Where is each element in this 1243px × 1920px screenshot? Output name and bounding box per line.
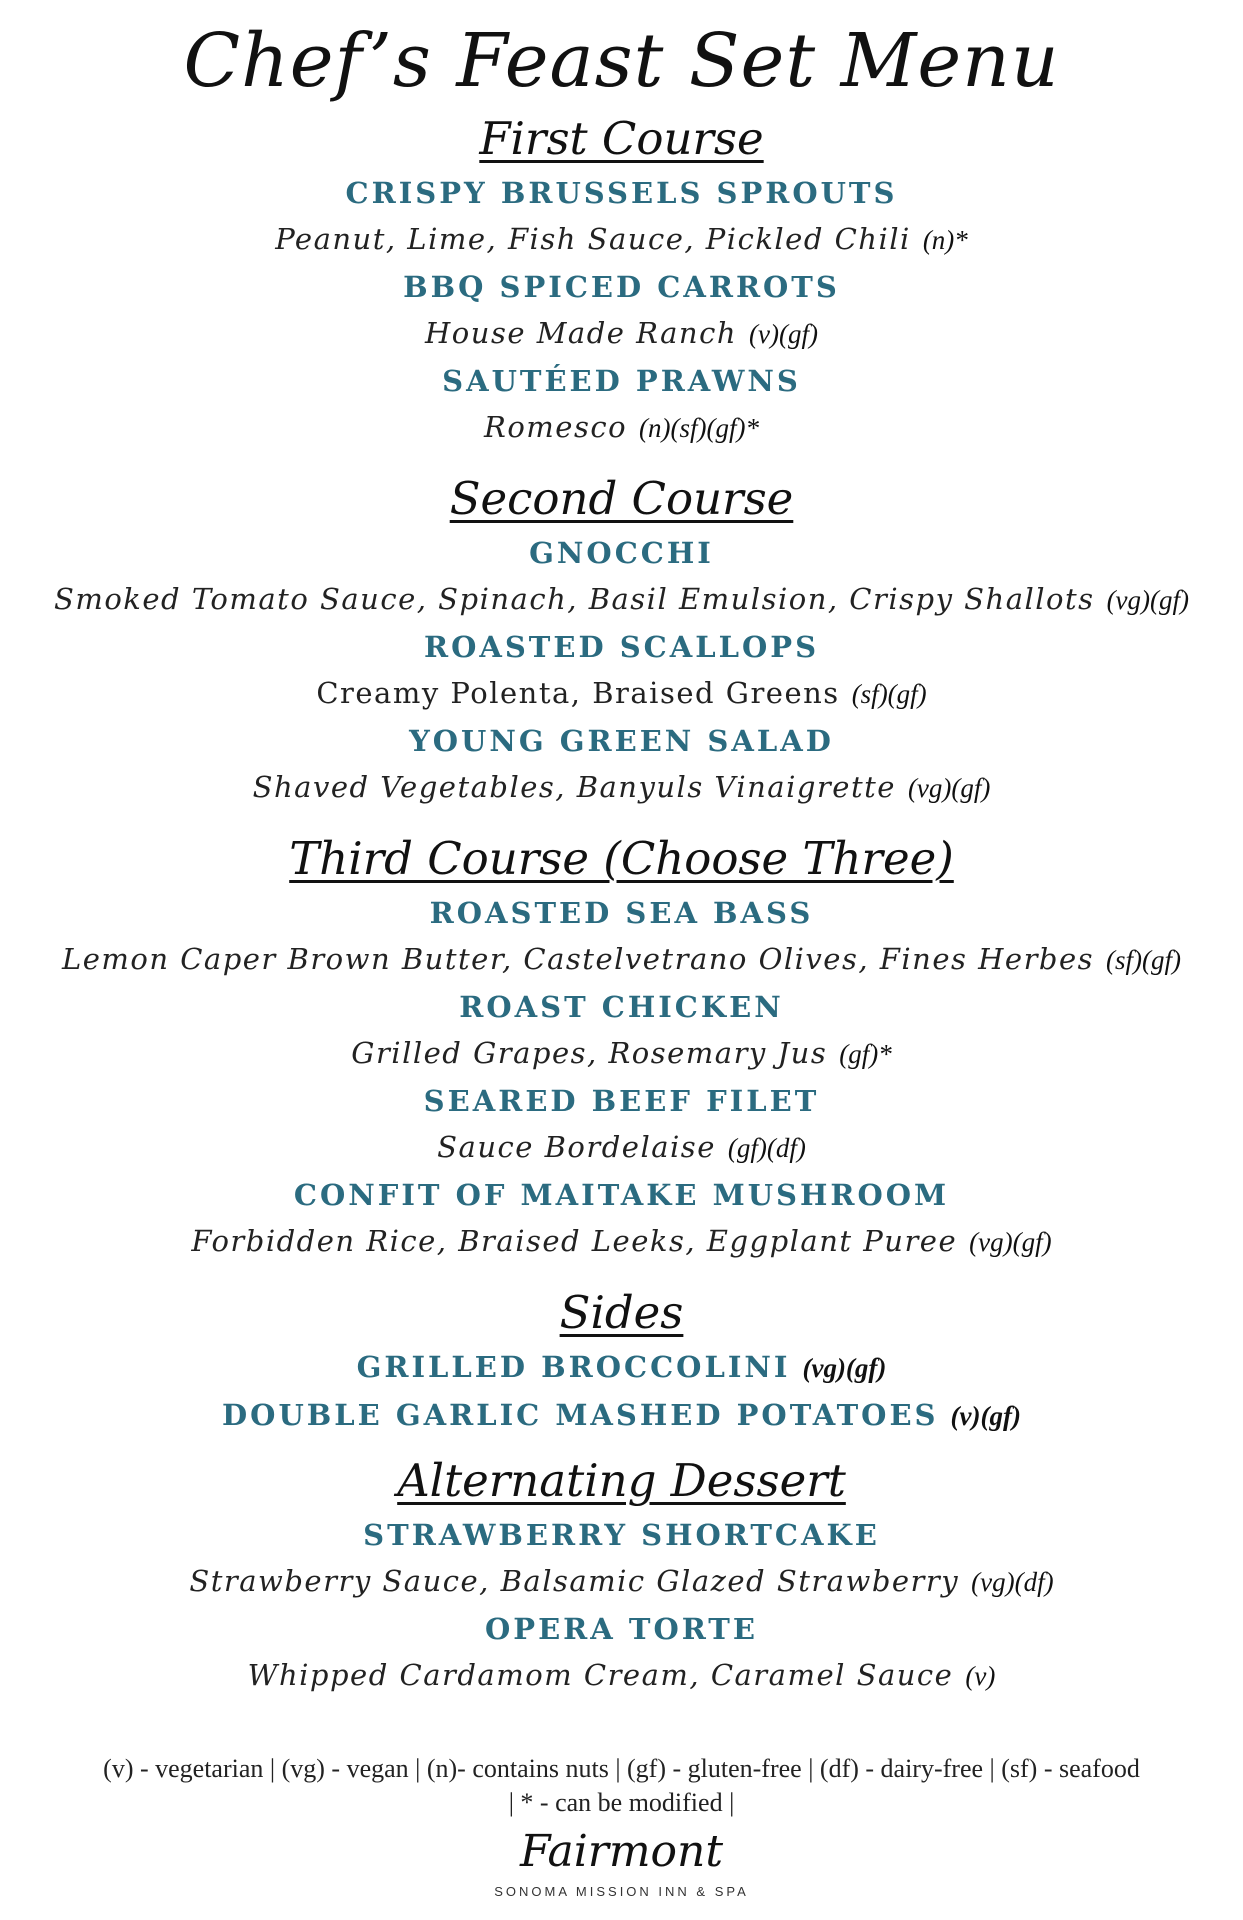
dish-name: SEARED BEEF FILET: [423, 1084, 820, 1118]
dish-name: ROAST CHICKEN: [459, 990, 784, 1024]
dish-name: YOUNG GREEN SALAD: [409, 724, 834, 758]
dietary-tags: (sf)(gf): [851, 679, 927, 709]
dish-description: Grilled Grapes, Rosemary Jus: [351, 1036, 828, 1070]
dietary-tags: (n)*: [922, 225, 968, 255]
dish-description-row: [0, 942, 1243, 976]
course-heading-sides: Sides: [559, 1286, 684, 1339]
dish-description: Strawberry Sauce, Balsamic Glazed Strawberry: [189, 1564, 960, 1598]
dietary-tags: (gf)(df): [727, 1133, 806, 1163]
dish-description-row: [0, 1224, 1243, 1258]
course-heading-first: First Course: [479, 112, 764, 165]
dish-description-row: [0, 316, 1243, 350]
dietary-tags: (v): [965, 1661, 996, 1691]
dish-description-row: [0, 770, 1243, 804]
dish-name: SAUTÉED PRAWNS: [442, 364, 801, 398]
dietary-tags: (vg)(gf): [802, 1353, 887, 1383]
dish-description: Smoked Tomato Sauce, Spinach, Basil Emulsion, Crispy Shallots: [53, 582, 1095, 616]
dish-description-row: [0, 582, 1243, 616]
dish-name: ROASTED SEA BASS: [429, 896, 814, 930]
dish-description: House Made Ranch: [425, 316, 738, 350]
fairmont-logo: Fairmont: [519, 1826, 724, 1877]
dietary-tags: (n)(sf)(gf)*: [639, 413, 759, 443]
dish-name: OPERA TORTE: [485, 1612, 758, 1646]
dish-description: Creamy Polenta, Braised Greens: [316, 676, 840, 710]
dietary-tags: (vg)(gf): [907, 773, 991, 803]
dietary-tags: (sf)(gf): [1106, 945, 1182, 975]
menu-title: Chef’s Feast Set Menu: [183, 18, 1060, 104]
dish-description-row: [0, 1564, 1243, 1598]
dish-name: CRISPY BRUSSELS SPROUTS: [345, 176, 898, 210]
dietary-tags: (v)(gf): [950, 1401, 1021, 1431]
course-heading-dessert: Alternating Dessert: [397, 1454, 846, 1507]
side-dish-row: [0, 1350, 1243, 1384]
dish-name: GRILLED BROCCOLINI: [356, 1350, 791, 1384]
dish-description-row: [0, 1130, 1243, 1164]
course-heading-second: Second Course: [449, 472, 794, 525]
dish-name: STRAWBERRY SHORTCAKE: [363, 1518, 880, 1552]
dish-description-row: [0, 1036, 1243, 1070]
legend-line: | * - can be modified |: [508, 1788, 735, 1817]
side-dish-row: [0, 1398, 1243, 1432]
dish-description: Peanut, Lime, Fish Sauce, Pickled Chili: [275, 222, 911, 256]
dish-name: CONFIT OF MAITAKE MUSHROOM: [293, 1178, 950, 1212]
dietary-legend: [0, 1752, 1243, 1820]
dish-description: Shaved Vegetables, Banyuls Vinaigrette: [252, 770, 896, 804]
dish-name: DOUBLE GARLIC MASHED POTATOES: [222, 1398, 939, 1432]
dish-description: Sauce Bordelaise: [437, 1130, 716, 1164]
dish-description-row: [0, 1658, 1243, 1692]
dietary-tags: (vg)(gf): [1106, 585, 1190, 615]
dish-description-row: [0, 676, 1243, 710]
dish-description: Whipped Cardamom Cream, Caramel Sauce: [247, 1658, 954, 1692]
dietary-tags: (vg)(gf): [969, 1227, 1052, 1257]
dietary-tags: (v)(gf): [749, 319, 818, 349]
dish-name: BBQ SPICED CARROTS: [403, 270, 840, 304]
dish-description: Romesco: [483, 410, 628, 444]
logo-subtitle: SONOMA MISSION INN & SPA: [494, 1884, 749, 1899]
course-heading-third: Third Course (Choose Three): [289, 832, 954, 885]
dish-description: Forbidden Rice, Braised Leeks, Eggplant Puree: [191, 1224, 958, 1258]
dietary-tags: (vg)(df): [971, 1567, 1054, 1597]
dish-name: GNOCCHI: [529, 536, 714, 570]
dish-description: Lemon Caper Brown Butter, Castelvetrano Olives, Fines Herbes: [61, 942, 1095, 976]
dietary-tags: (gf)*: [839, 1039, 892, 1069]
dish-name: ROASTED SCALLOPS: [423, 630, 820, 664]
dish-description-row: [0, 410, 1243, 444]
legend-line: (v) - vegetarian | (vg) - vegan | (n)- contains nuts | (gf) - gluten-free | (df) - dairy-free | (sf) - seafood: [103, 1754, 1140, 1783]
dish-description-row: [0, 222, 1243, 256]
